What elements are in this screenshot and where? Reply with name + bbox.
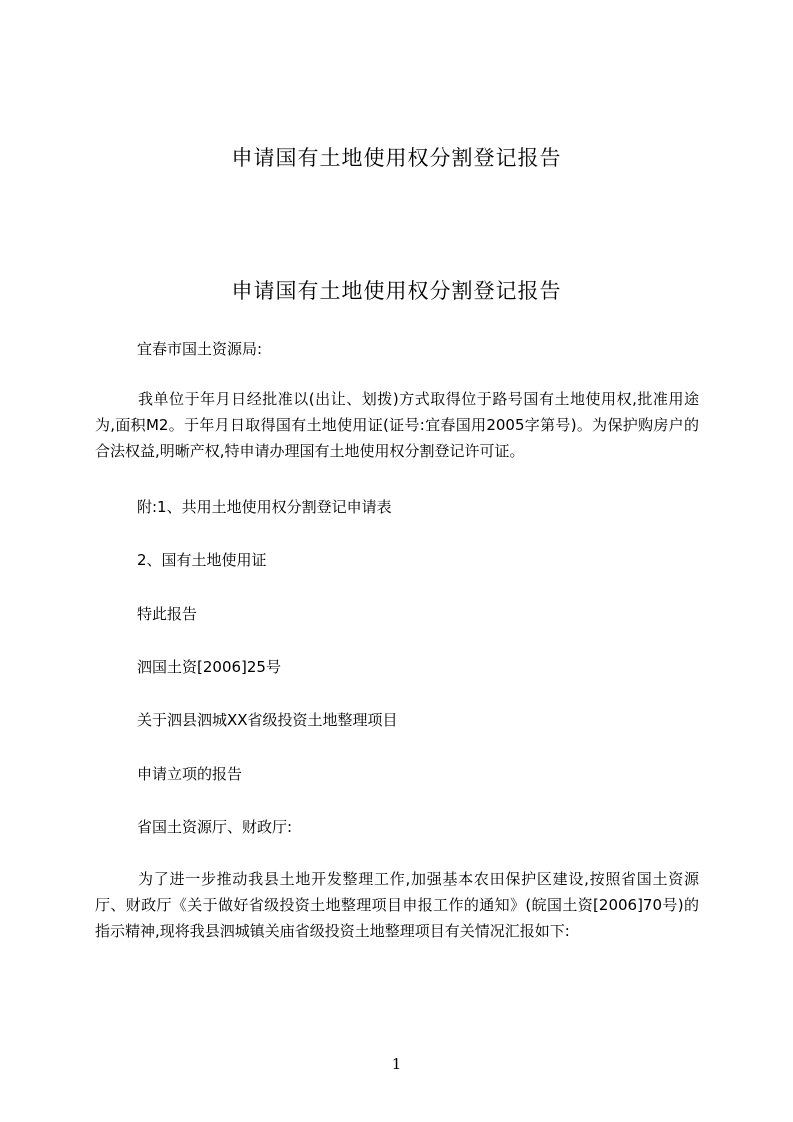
document-title-main: 申请国有土地使用权分割登记报告 — [231, 279, 562, 303]
subject-line-2: 申请立项的报告 — [137, 765, 243, 783]
document-title-top: 申请国有土地使用权分割登记报告 — [231, 146, 562, 170]
page-number: 1 — [391, 1055, 402, 1073]
document-number: 泗国土资[2006]25号 — [137, 658, 281, 676]
attachment-item-2: 2、国有土地使用证 — [137, 551, 267, 569]
subject-line-1: 关于泗县泗城XX省级投资土地整理项目 — [137, 711, 398, 729]
closing-text: 特此报告 — [137, 605, 198, 623]
recipient: 省国土资源厅、财政厅: — [137, 818, 293, 836]
attachment-item-1: 附:1、共用土地使用权分割登记申请表 — [137, 498, 392, 516]
intro-paragraph: 为了进一步推动我县土地开发整理工作,加强基本农田保护区建设,按照省国土资源厅、财政厅《关于做好省级投资土地整理项目申报工作的通知》(皖国土资[2006]70号)的指示精神,现将我县泗城镇关庙省级投资土地整理项目有关情况汇报如下: — [95, 870, 699, 940]
salutation: 宜春市国土资源局: — [137, 340, 263, 358]
body-paragraph: 我单位于年月日经批准以(出让、划拨)方式取得位于路号国有土地使用权,批准用途为,面积M2。于年月日取得国有土地使用证(证号:宜春国用2005字第号)。为保护购房户的合法权益,明晰产权,特申请办理国有土地使用权分割登记许可证。 — [95, 390, 699, 460]
